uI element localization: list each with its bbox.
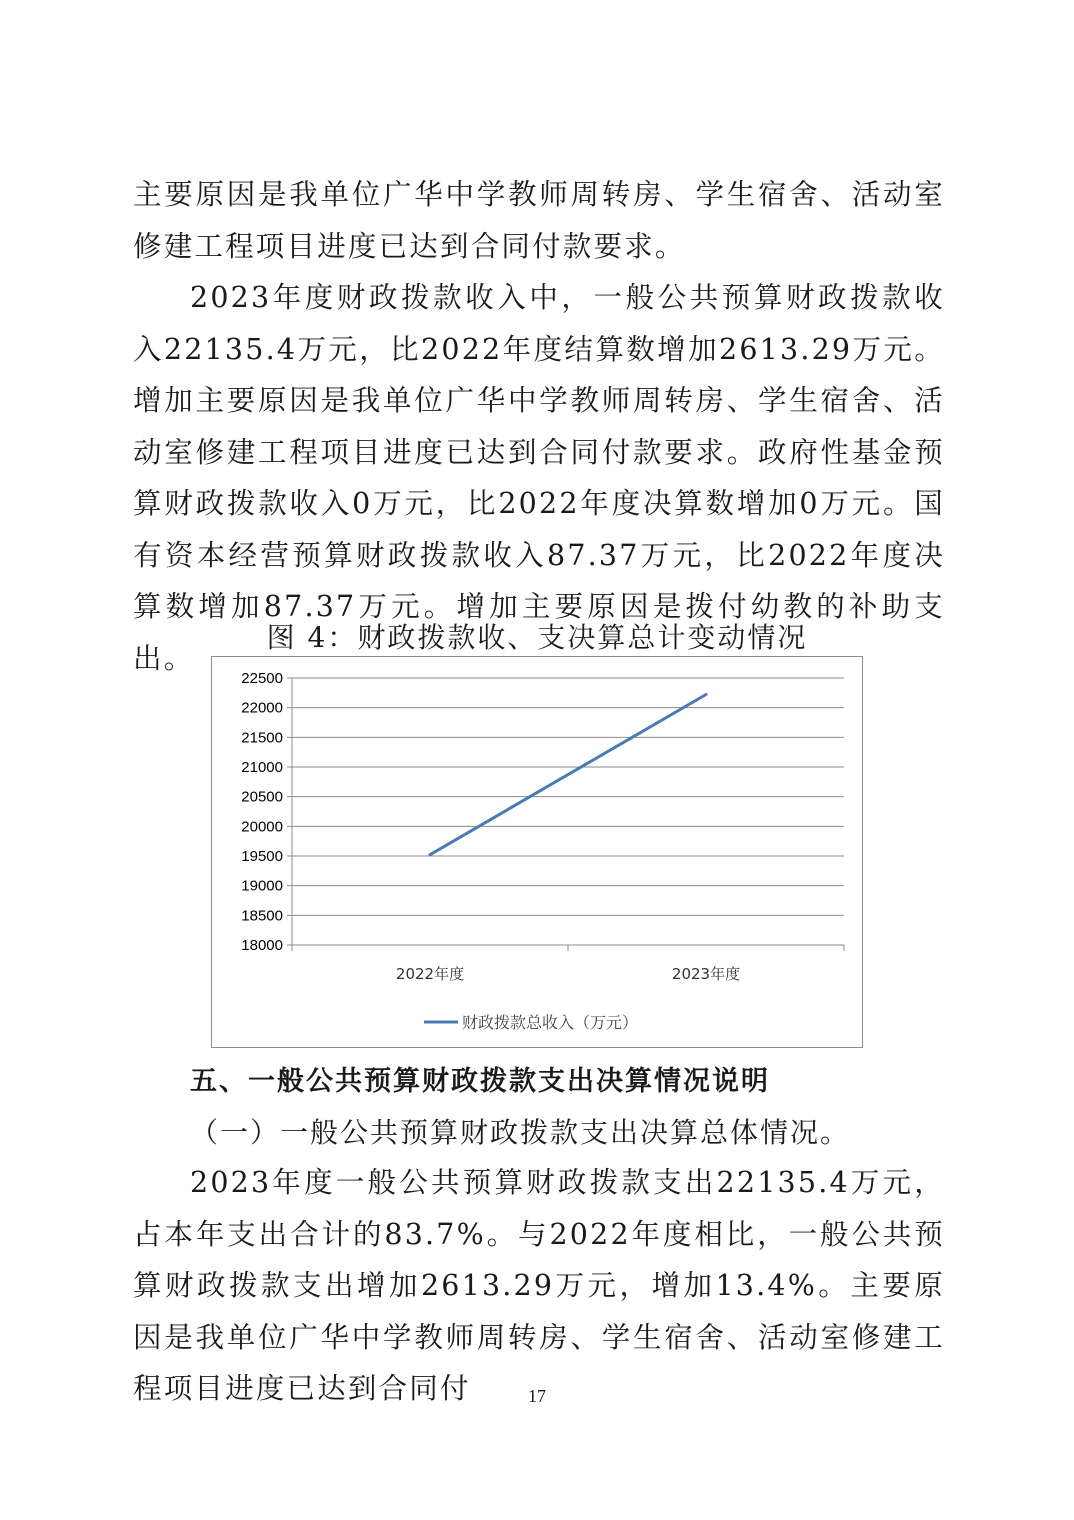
subsection-heading: （一）一般公共预算财政拨款支出决算总体情况。 [190, 1116, 851, 1149]
page-number: 17 [528, 1386, 546, 1406]
section-heading: 五、一般公共预算财政拨款支出决算情况说明 [190, 1066, 770, 1097]
y-tick-label: 18500 [241, 907, 283, 925]
y-tick-label: 20000 [241, 818, 283, 836]
y-tick-label: 19500 [241, 848, 283, 865]
expenditure-paragraph: 2023年度一般公共预算财政拨款支出22135.4万元，占本年支出合计的83.7%。与2022年度相比，一般公共预算财政拨款支出增加2613.29万元，增加13.4%。主要原因是我单位广华中学教师周转房、学生宿舍、活动室修建工程项目进度已达到合同付 [133, 1166, 945, 1405]
chart-container [211, 656, 863, 1048]
x-tick-label: 2023年度 [671, 965, 741, 983]
series-line [430, 694, 706, 854]
revenue-paragraph: 2023年度财政拨款收入中，一般公共预算财政拨款收入22135.4万元，比2022年度结算数增加2613.29万元。增加主要原因是我单位广华中学教师周转房、学生宿舍、活动室修建工程项目进度已达到合同付款要求。政府性基金预算财政拨款收入0万元，比2022年度决算数增加0万元。国有资本经营预算财政拨款收入87.37万元，比2022年度决算数增加87.37万元。增加主要原因是拨付幼教的补助支出。 [133, 281, 945, 675]
figure-caption: 图 4：财政拨款收、支决算总计变动情况 [266, 621, 808, 654]
y-tick-label: 21000 [241, 759, 283, 776]
y-tick-label: 19000 [241, 877, 283, 895]
y-tick-label: 22000 [241, 699, 283, 717]
y-tick-label: 20500 [241, 788, 283, 806]
legend-label: 财政拨款总收入（万元） [462, 1013, 639, 1032]
y-tick-label: 22500 [241, 670, 283, 687]
continued-paragraph: 主要原因是我单位广华中学教师周转房、学生宿舍、活动室修建工程项目进度已达到合同付款要求。 [133, 178, 945, 263]
x-tick-label: 2022年度 [395, 965, 465, 983]
y-tick-label: 21500 [241, 729, 283, 747]
line-chart [212, 657, 862, 1047]
y-tick-label: 18000 [241, 937, 283, 954]
